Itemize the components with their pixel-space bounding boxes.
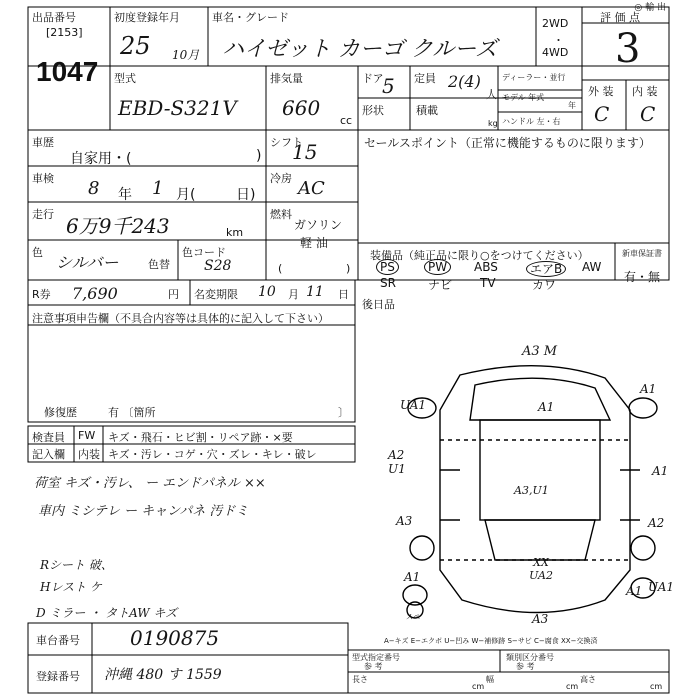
height-unit: cm (650, 682, 663, 691)
mark-6: A1 (652, 464, 669, 478)
color-code-label: 色コード (182, 246, 226, 259)
equip-tv: TV (480, 276, 496, 290)
equip-leather: カワ (532, 278, 557, 292)
inspection-month: 1 (152, 178, 164, 199)
color-code-value: S28 (204, 258, 232, 274)
year-suffix: 年 (568, 101, 576, 110)
inspector-label-1: 検査員 (32, 431, 65, 444)
cap-value: 2(4) (448, 72, 481, 91)
deadline-day-unit: 日 (338, 288, 349, 301)
lot-number: 1047 (36, 56, 99, 87)
width-unit: cm (566, 682, 579, 691)
equip-ps: PS (376, 260, 399, 274)
recycle-unit: 円 (168, 288, 179, 301)
disp-value: 660 (282, 96, 321, 120)
height-label: 高さ (580, 675, 596, 684)
ac-value: AC (298, 178, 325, 199)
dealer-label: ディーラー・並行 (502, 73, 566, 82)
note-line-4: Hレスト ケ (40, 580, 102, 594)
inspection-label: 車検 (32, 172, 54, 185)
deadline-label: 名変期限 (194, 288, 238, 301)
exterior-label: 外 装 (588, 85, 614, 98)
chassis-value: 0190875 (130, 626, 220, 650)
handle-label: ハンドル 左・右 (502, 117, 561, 126)
repair-close: 〕 (338, 406, 349, 419)
inspection-year-unit: 年 (118, 187, 132, 203)
interior-label: 内 装 (632, 85, 658, 98)
design-label: 型式指定番号 (352, 653, 400, 662)
equip-abs: ABS (474, 260, 498, 274)
mark-4: A1 (538, 400, 555, 414)
history-close: ) (256, 148, 262, 164)
reg-label: 登録番号 (36, 670, 80, 683)
inspector-row-1: キズ・飛石・ヒビ割・リペア跡・×要 (108, 431, 293, 444)
note-line-3: Rシート 破、 (40, 558, 113, 572)
width-label: 幅 (486, 675, 494, 684)
model-value: ハイゼット カーゴ クルーズ (222, 37, 498, 62)
note-line-1: 荷室 キズ・汚レ、 ー エンドパネル ×× (34, 476, 266, 491)
note-line-5: D ミラー ・ タトAW キズ (36, 606, 178, 620)
inspection-year: 8 (88, 178, 100, 199)
mark-1: A3 M (522, 344, 558, 359)
ac-label: 冷房 (270, 172, 292, 185)
lot-label: 出品番号 (32, 11, 76, 24)
inspector-label-2: 記入欄 (32, 448, 65, 461)
chassis-label: 車台番号 (36, 634, 80, 647)
mark-7: A3,U1 (514, 484, 549, 497)
later-label: 後日品 (362, 298, 395, 311)
mileage-value: 6万9千243 (66, 214, 170, 238)
repair-label: 修復歴 (44, 406, 77, 419)
cap-label: 定員 (414, 72, 436, 85)
mark-14: A3 (532, 612, 549, 626)
mark-13: UA1 (648, 580, 675, 594)
inspector-interior: 内装 (78, 448, 100, 461)
inspection-month-unit: 月( (176, 187, 196, 203)
damage-legend: A−キズ E−エクボ U−凹み W−補修跡 S−サビ C−腐食 XX−交換済 (384, 637, 598, 645)
lot-sub: [2153] (46, 26, 83, 39)
mark-10: A1 (404, 570, 421, 584)
door-label: ドア (362, 72, 384, 85)
class-ref: 参 考 (516, 662, 535, 671)
mileage-unit: km (226, 226, 244, 239)
inspection-day-unit: 日) (236, 187, 256, 203)
type-value: EBD-S321V (118, 96, 237, 120)
disp-unit: cc (340, 114, 353, 127)
first-reg-label: 初度登録年月 (114, 11, 180, 24)
sales-label: セールスポイント（正常に機能するものに限ります） (364, 136, 651, 150)
mark-8: A3 (396, 514, 413, 528)
fuel-diesel: 軽 油 (300, 236, 328, 250)
recycle-label: R券 (32, 288, 51, 301)
repair-value: 有 〔箇所 (108, 406, 156, 419)
length-label: 長さ (352, 675, 368, 684)
inspector-row-2: キズ・汚レ・コゲ・穴・ズレ・キレ・破レ (108, 448, 317, 461)
equip-sr: SR (380, 276, 396, 290)
fuel-paren-open: ( (278, 262, 283, 275)
deadline-month: 10 (258, 284, 276, 300)
fuel-paren-close: ) (346, 262, 351, 275)
mark-5: A2 U1 (388, 448, 406, 476)
note-line-2: 車内 ミシテレ ー キャンパネ 汚ドミ (38, 504, 249, 519)
shape-label: 形状 (362, 104, 384, 117)
equip-pw: PW (424, 260, 451, 274)
warranty-value: 有・無 (624, 270, 661, 284)
disp-label: 排気量 (270, 72, 303, 85)
history-value: 自家用・( (70, 151, 132, 167)
color-num-label: 色替 (148, 258, 170, 271)
drive-2wd: 2WD (542, 17, 569, 30)
fuel-gas: ガソリン (294, 218, 343, 232)
first-reg-month: 10月 (172, 48, 200, 62)
length-unit: cm (472, 682, 485, 691)
shift-label: シフト (270, 136, 303, 149)
color-label: 色 (32, 246, 43, 259)
class-label: 類別区分番号 (506, 653, 554, 662)
equip-navi: ナビ (428, 278, 453, 292)
reg-value: 沖縄 480 す 1559 (104, 667, 222, 683)
drive-dot: ・ (553, 34, 564, 47)
deadline-day: 11 (306, 284, 324, 300)
load-unit: kg (488, 119, 498, 128)
export-mark: ◎ 輸 出 (634, 3, 666, 13)
mark-3: UA1 (400, 398, 427, 412)
equip-aw: AW (582, 260, 602, 274)
warranty-label: 新車保証書 (622, 249, 662, 258)
deadline-month-unit: 月 (288, 288, 299, 301)
drive-4wd: 4WD (542, 46, 569, 59)
mark-12: A1 (626, 584, 643, 598)
exterior-value: C (594, 102, 610, 126)
door-value: 5 (382, 74, 395, 98)
cap-unit: 人 (486, 88, 497, 101)
eval-label: 評 価 点 (600, 11, 640, 24)
load-label: 積載 (416, 104, 438, 117)
history-label: 車歴 (32, 136, 54, 149)
inspector-fw: FW (78, 429, 96, 442)
mark-2: A1 (640, 382, 657, 396)
recycle-value: 7,690 (72, 284, 118, 303)
model-label: 車名・グレード (212, 11, 289, 24)
mark-11: XX UA2 (529, 556, 553, 582)
type-label: 型式 (114, 72, 136, 85)
eval-value: 3 (615, 26, 641, 72)
fuel-label: 燃料 (270, 208, 292, 221)
spare-mark: スペ (406, 613, 420, 621)
color-value: シルバー (56, 253, 119, 272)
mark-9: A2 (648, 516, 665, 530)
equipment-label: 装備品（純正品に限り○をつけてください） (370, 249, 589, 262)
notes-label: 注意事項申告欄（不具合内容等は具体的に記入して下さい） (32, 312, 329, 325)
design-ref: 参 考 (364, 662, 383, 671)
equip-airbag: エアB (526, 260, 566, 277)
model-year-label: モデル 年式 (502, 93, 545, 102)
interior-value: C (640, 102, 656, 126)
first-reg-value: 25 (120, 32, 151, 60)
shift-value: 15 (292, 140, 318, 164)
mileage-label: 走行 (32, 208, 54, 221)
